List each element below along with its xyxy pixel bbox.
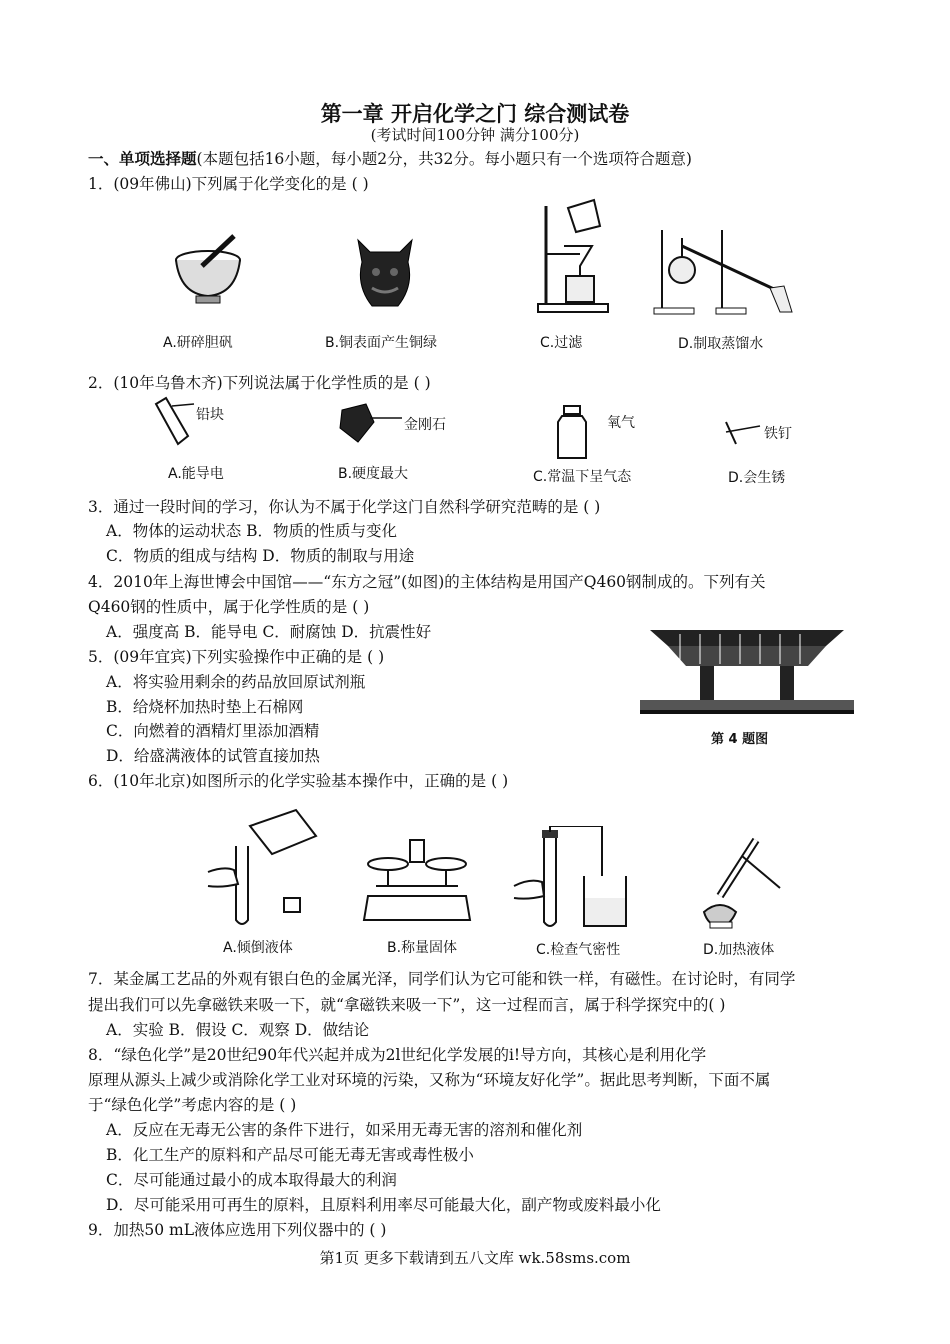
q1-caption-c: C.过滤: [540, 335, 583, 351]
q6-caption-b: B.称量固体: [387, 940, 458, 956]
section-heading: [88, 149, 692, 169]
q2-caption-d: D.会生锈: [728, 470, 786, 486]
q6-caption-a: A.倾倒液体: [223, 940, 293, 956]
q3-options-line1: A．物体的运动状态 B．物质的性质与变化: [106, 522, 398, 540]
q6-figure-heating-liquid: [690, 826, 790, 932]
q8-stem-line2: 原理从源头上减少或消除化学工业对环境的污染，又称为“环境友好化学”。据此思考判断，下面不属: [88, 1071, 771, 1089]
q1-caption-b: B.铜表面产生铜绿: [325, 335, 438, 351]
q1-caption-d: D.制取蒸馏水: [678, 336, 764, 352]
q1-figure-distillation: [652, 220, 802, 320]
q2-caption-c: C.常温下呈气态: [533, 469, 632, 485]
q6-stem: 6．(10年北京)如图所示的化学实验基本操作中，正确的是 ( ): [88, 772, 509, 790]
q2-label-oxygen: 氧气: [607, 415, 635, 431]
q2-stem: 2．(10年乌鲁木齐)下列说法属于化学性质的是 ( ): [88, 374, 431, 392]
q2-caption-a: A.能导电: [168, 466, 224, 482]
q2-figure-lead-block: [152, 396, 202, 448]
q2-figure-diamond: [336, 402, 406, 446]
q5-option-d: D．给盛满液体的试管直接加热: [106, 747, 320, 765]
q1-caption-a: A.研碎胆矾: [163, 335, 233, 351]
q6-figure-pouring-liquid: [200, 806, 330, 928]
section-desc: (本题包括16小题，每小题2分，共32分。每小题只有一个选项符合题意): [196, 150, 692, 168]
q7-stem-line2: 提出我们可以先拿磁铁来吸一下，就“拿磁铁来吸一下”，这一过程而言，属于科学探究中的( ): [88, 996, 726, 1014]
q6-caption-d: D.加热液体: [703, 942, 775, 958]
exam-subtitle: (考试时间100分钟 满分100分): [370, 126, 580, 144]
q1-stem: 1．(09年佛山)下列属于化学变化的是 ( ): [88, 175, 369, 193]
q8-stem-line1: 8．“绿色化学”是20世纪90年代兴起并成为2l世纪化学发展的i!导方向，其核心是利用化学: [88, 1046, 707, 1064]
q5-option-a: A．将实验用剩余的药品放回原试剂瓶: [106, 673, 366, 691]
q5-stem: 5．(09年宜宾)下列实验操作中正确的是 ( ): [88, 648, 385, 666]
q8-stem-line3: 于“绿色化学”考虑内容的是 ( ): [88, 1096, 297, 1114]
q5-option-b: B．给烧杯加热时垫上石棉网: [106, 698, 304, 716]
q8-option-b: B．化工生产的原料和产品尽可能无毒无害或毒性极小: [106, 1146, 474, 1164]
q6-figure-balance: [362, 836, 472, 926]
q2-label-lead: 铅块: [196, 407, 224, 423]
q2-label-nail: 铁钉: [764, 426, 792, 442]
q9-stem: 9．加热50 mL液体应选用下列仪器中的 ( ): [88, 1221, 387, 1239]
q4-figure-china-pavilion: [640, 626, 854, 718]
q4-stem-line2: Q460钢的性质中，属于化学性质的是 ( ): [88, 598, 370, 616]
page-footer: 第1页 更多下载请到五八文库 wk.58sms.com: [319, 1249, 631, 1267]
q8-option-c: C．尽可能通过最小的成本取得最大的利润: [106, 1171, 397, 1189]
q7-stem-line1: 7．某金属工艺品的外观有银白色的金属光泽，同学们认为它可能和铁一样，有磁性。在讨论时，有同学: [88, 970, 796, 988]
q1-figure-mortar: [170, 232, 250, 312]
q6-caption-c: C.检查气密性: [536, 942, 621, 958]
q4-options: A．强度高 B．能导电 C．耐腐蚀 D．抗震性好: [106, 623, 432, 641]
q1-figure-copper-statue: [350, 236, 420, 316]
section-label: 一、单项选择题: [88, 149, 197, 168]
q3-stem: 3．通过一段时间的学习，你认为不属于化学这门自然科学研究范畴的是 ( ): [88, 498, 601, 516]
q3-options-line2: C．物质的组成与结构 D．物质的制取与用途: [106, 547, 415, 565]
q6-figure-airtightness-check: [510, 826, 638, 932]
q2-figure-oxygen-bottle: [552, 404, 592, 460]
q1-figure-filtration: [528, 196, 618, 316]
q5-option-c: C．向燃着的酒精灯里添加酒精: [106, 722, 320, 740]
q7-options: A．实验 B．假设 C．观察 D．做结论: [106, 1021, 370, 1039]
page-title: 第一章 开启化学之门 综合测试卷: [320, 101, 630, 126]
q2-figure-iron-nail: [720, 418, 766, 448]
q8-option-a: A．反应在无毒无公害的条件下进行，如采用无毒无害的溶剂和催化剂: [106, 1121, 583, 1139]
q2-label-diamond: 金刚石: [404, 417, 446, 433]
q2-caption-b: B.硬度最大: [338, 466, 409, 482]
q8-option-d: D．尽可能采用可再生的原料，且原料利用率尽可能最大化，副产物或废料最小化: [106, 1196, 661, 1214]
q4-figure-caption: 第 4 题图: [711, 732, 769, 747]
q4-stem-line1: 4．2010年上海世博会中国馆——“东方之冠”(如图)的主体结构是用国产Q460钢制成的。下列有关: [88, 573, 766, 591]
